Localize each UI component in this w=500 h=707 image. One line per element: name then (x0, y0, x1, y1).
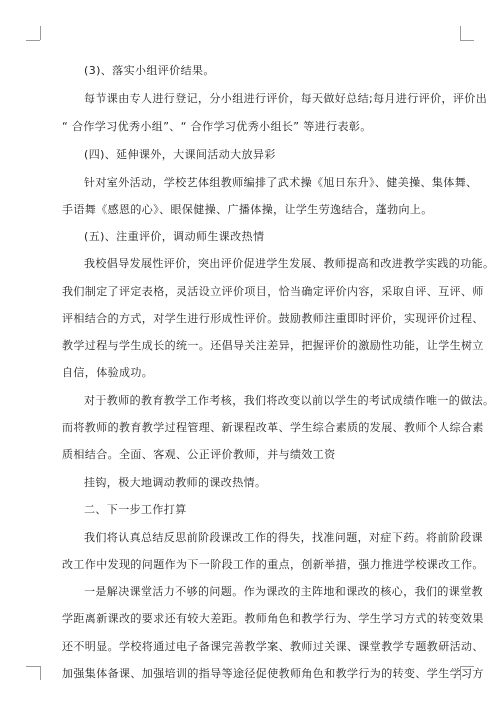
paragraph-line: 学距离新课改的要求还有较大差距。教师角色和教学行为、学生学习方式的转变效果 (62, 612, 484, 625)
paragraph-line: 一是解决课堂活力不够的问题。作为课改的主阵地和课改的核心，我们的课堂教 (84, 585, 483, 598)
paragraph-line: 我校倡导发展性评价，突出评价促进学生发展、教师提高和改进教学实践的功能。 (84, 257, 495, 270)
heading-section-4: (四)、延伸课外，大课间活动大放异彩 (84, 148, 276, 161)
paragraph-line: 教学过程与学生成长的统一。还倡导关注差异，把握评价的激励性功能，让学生树立 (62, 339, 484, 352)
paragraph-line: 而将教师的教育教学过程管理、新课程改革、学生综合素质的发展、教师个人综合素 (62, 421, 484, 434)
paragraph-line: 改工作中发现的问题作为下一阶段工作的重点，创新举措，强力推进学校课改工作。 (62, 558, 484, 571)
paragraph-line: 针对室外活动，学校艺体组教师编排了武术操《旭日东升》、健美操、集体舞、 (84, 176, 478, 189)
paragraph-line: 我们制定了评定表格，灵活设立评价项目，恰当确定评价内容，采取自评、互评、师 (62, 285, 484, 298)
paragraph-line: “ 合作学习优秀小组”、“ 合作学习优秀小组长” 等进行表彰。 (62, 120, 372, 133)
paragraph-line: 质相结合。全面、客观、公正评价教师，并与绩效工资 (62, 448, 336, 461)
heading-next-steps: 二、下一步工作打算 (84, 503, 187, 516)
heading-section-5: (五)、注重评价，调动师生课改热情 (84, 230, 265, 243)
paragraph-line: 自信，体验成功。 (62, 366, 154, 379)
paragraph-line: 对于教师的教育教学工作考核，我们将改变以前以学生的考试成绩作唯一的做法。 (84, 394, 495, 407)
paragraph-line: 还不明显。学校将通过电子备课完善教学案、教师过关课、课堂教学专题教研活动、 (62, 640, 484, 653)
paragraph-line: 加强集体备课、加强培训的指导等途径促使教师角色和教学行为的转变、学生学习方 (62, 667, 484, 680)
paragraph-line: 评相结合的方式，对学生进行形成性评价。鼓励教师注重即时评价，实现评价过程、 (62, 312, 484, 325)
heading-3-results: (3)、落实小组评价结果。 (84, 64, 215, 77)
paragraph-line: 我们将认真总结反思前阶段课改工作的得失，找准问题，对症下药。将前阶段课 (84, 531, 483, 544)
paragraph-line: 挂钩，极大地调动教师的课改热情。 (84, 476, 267, 489)
paragraph-line: 手语舞《感恩的心》、眼保健操、广播体操，让学生劳逸结合，蓬勃向上。 (62, 203, 433, 216)
paragraph-line: 每节课由专人进行登记，分小组进行评价，每天做好总结;每月进行评价，评价出 (84, 92, 488, 105)
